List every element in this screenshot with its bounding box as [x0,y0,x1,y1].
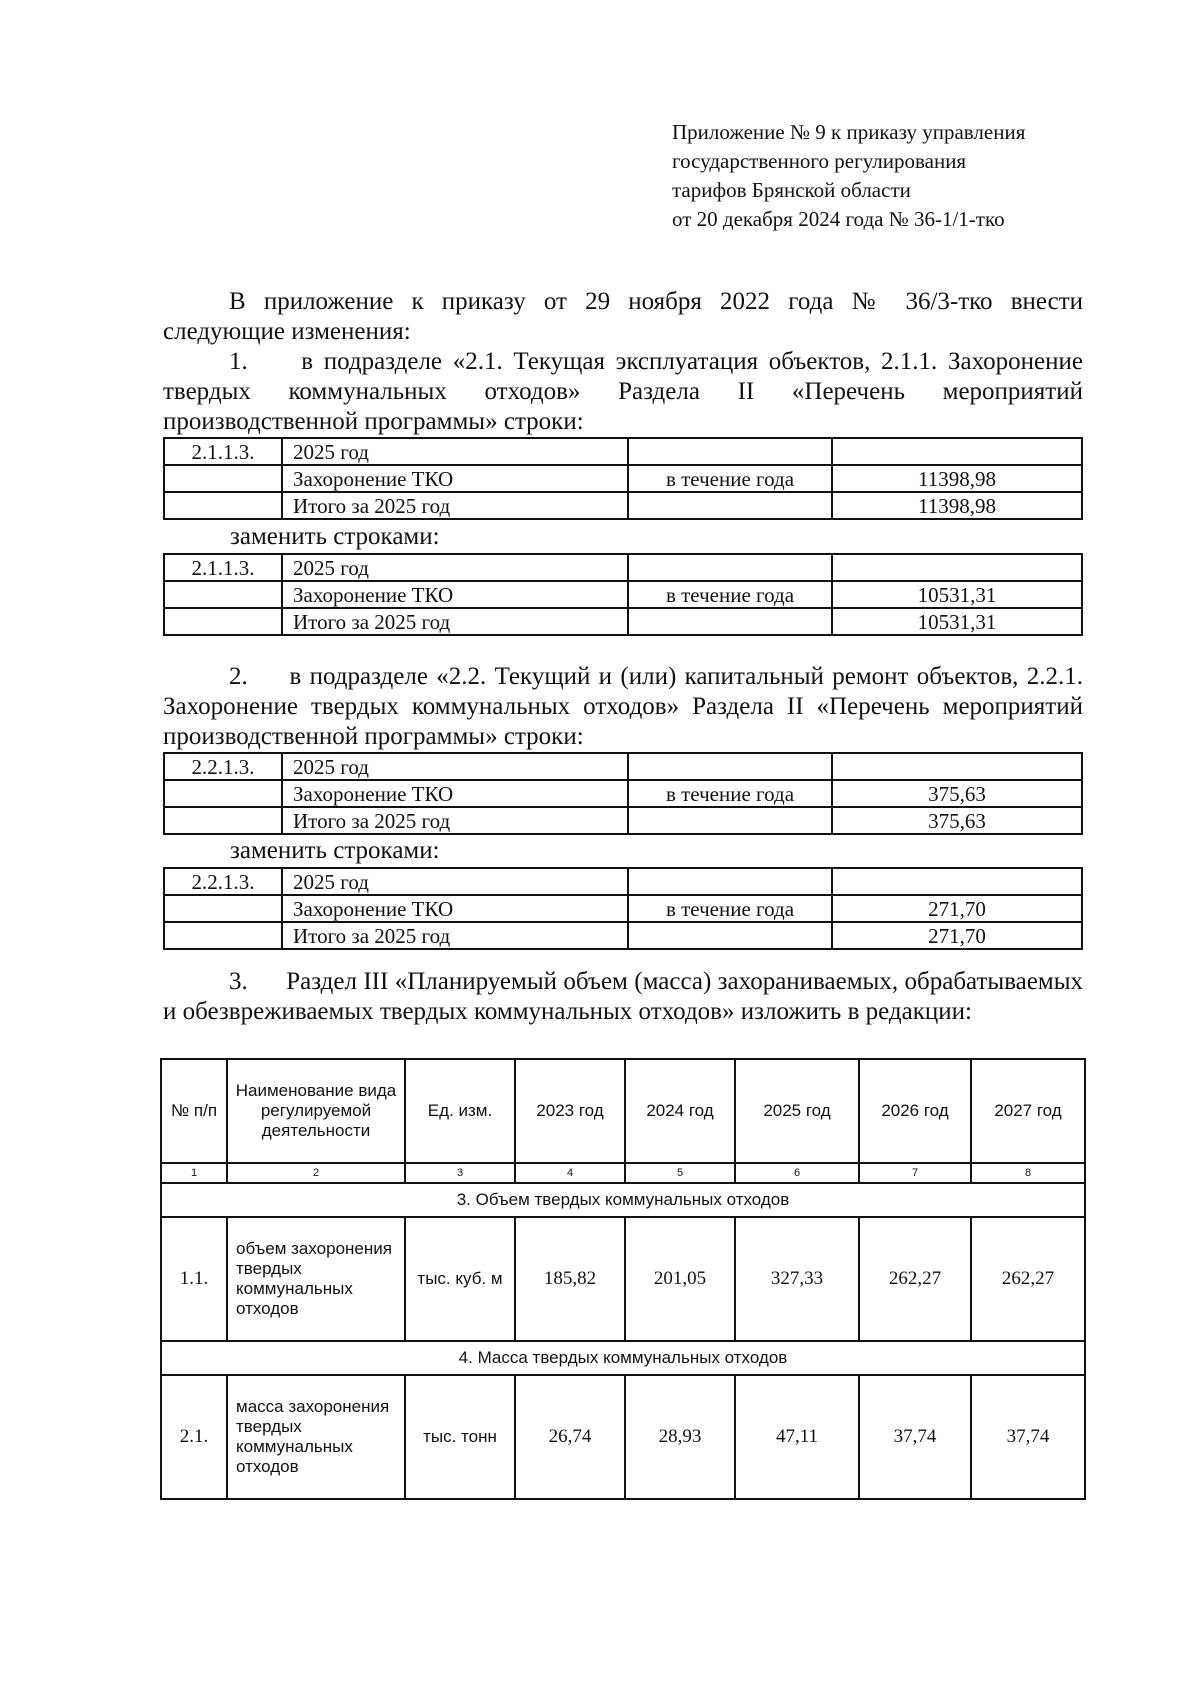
appendix-line: от 20 декабря 2024 года № 36-1/1-тко [672,207,1005,231]
table-row [161,1217,1085,1341]
item-1-number: 1. [229,348,248,375]
index-cell: 5 [625,1163,735,1183]
cell-code [164,780,282,807]
index-cell: 3 [405,1163,515,1183]
section-title: 3. Объем твердых коммунальных отходов [161,1183,1085,1217]
cell-name: 2025 год [282,438,628,465]
row-name: объем захоронения твердых коммунальных отходов [227,1217,405,1341]
cell-code [164,895,282,922]
section-title: 4. Масса твердых коммунальных отходов [161,1341,1085,1375]
value-cell: 262,27 [971,1217,1085,1341]
cell-code: 2.1.1.3. [164,438,282,465]
appendix-line: тарифов Брянской области [672,178,911,202]
cell-value: 375,63 [832,780,1082,807]
item-3-paragraph [163,967,1083,1027]
index-cell: 2 [227,1163,405,1183]
table-row [164,868,1082,895]
cell-name: 2025 год [282,554,628,581]
cell-period [628,753,832,780]
cell-value [832,438,1082,465]
cell-value [832,868,1082,895]
cell-name: 2025 год [282,868,628,895]
value-cell: 327,33 [735,1217,859,1341]
index-cell: 8 [971,1163,1085,1183]
cell-period [628,438,832,465]
header-cell: 2024 год [625,1059,735,1163]
cell-value: 10531,31 [832,608,1082,635]
table-2-new [163,867,1083,950]
cell-code: 2.2.1.3. [164,753,282,780]
cell-name: Захоронение ТКО [282,895,628,922]
cell-period: в течение года [628,581,832,608]
item-1-text: в подразделе «2.1. Текущая эксплуатация объектов, 2.1.1. Захоронение твердых коммунальных отходов» Раздела II «Перечень мероприятий производственной программы» строки: [163,348,1083,435]
table-row [164,438,1082,465]
table-row [164,465,1082,492]
cell-name: Захоронение ТКО [282,465,628,492]
intro-paragraph [163,287,1083,347]
planned-volume-table [160,1058,1086,1500]
cell-name: Итого за 2025 год [282,608,628,635]
value-cell: 37,74 [971,1375,1085,1499]
table-row [164,807,1082,834]
table-row [164,608,1082,635]
cell-code [164,608,282,635]
cell-name: Итого за 2025 год [282,807,628,834]
header-cell: Ед. изм. [405,1059,515,1163]
table-row [164,581,1082,608]
cell-code [164,492,282,519]
table-row [164,922,1082,949]
item-1-paragraph [163,347,1083,437]
cell-name: Захоронение ТКО [282,581,628,608]
cell-code: 2.1.1.3. [164,554,282,581]
row-unit: тыс. тонн [405,1375,515,1499]
table-1-new [163,553,1083,636]
index-cell: 6 [735,1163,859,1183]
index-cell: 4 [515,1163,625,1183]
cell-value: 375,63 [832,807,1082,834]
table-row [164,780,1082,807]
column-index-row [161,1163,1085,1183]
table-row [164,753,1082,780]
value-cell: 26,74 [515,1375,625,1499]
cell-value: 11398,98 [832,465,1082,492]
table-header-row [161,1059,1085,1163]
cell-value: 11398,98 [832,492,1082,519]
section-row [161,1183,1085,1217]
index-cell: 7 [859,1163,971,1183]
table-row [161,1375,1085,1499]
cell-code [164,922,282,949]
header-cell: 2023 год [515,1059,625,1163]
replace-label-2: заменить строками: [230,837,440,864]
cell-period [628,554,832,581]
row-number: 1.1. [161,1217,227,1341]
cell-code [164,807,282,834]
value-cell: 201,05 [625,1217,735,1341]
cell-period [628,922,832,949]
appendix-header [672,118,1172,234]
cell-name: Итого за 2025 год [282,922,628,949]
cell-period [628,608,832,635]
cell-code: 2.2.1.3. [164,868,282,895]
header-cell: № п/п [161,1059,227,1163]
cell-name: 2025 год [282,753,628,780]
cell-period: в течение года [628,895,832,922]
value-cell: 28,93 [625,1375,735,1499]
cell-value: 10531,31 [832,581,1082,608]
header-cell: Наименование вида регулируемой деятельности [227,1059,405,1163]
value-cell: 262,27 [859,1217,971,1341]
cell-period [628,868,832,895]
item-3-text: Раздел III «Планируемый объем (масса) захораниваемых, обрабатываемых и обезвреживаемых твердых коммунальных отходов» изложить в редакции: [163,968,1083,1025]
item-2-number: 2. [229,663,248,690]
cell-period: в течение года [628,780,832,807]
header-cell: 2025 год [735,1059,859,1163]
cell-value [832,554,1082,581]
header-cell: 2026 год [859,1059,971,1163]
item-2-text: в подразделе «2.2. Текущий и (или) капитальный ремонт объектов, 2.2.1. Захоронение твердых коммунальных отходов» Раздела II «Перечень мероприятий производственной программы» строки: [163,663,1083,750]
item-2-paragraph [163,662,1083,752]
table-row [164,492,1082,519]
row-number: 2.1. [161,1375,227,1499]
cell-code [164,465,282,492]
cell-code [164,581,282,608]
appendix-line: государственного регулирования [672,149,967,173]
intro-line-1: В приложение к приказу от 29 ноября 2022 года № 36/3-тко внести [229,288,1083,315]
cell-value [832,753,1082,780]
cell-period: в течение года [628,465,832,492]
item-3-number: 3. [229,968,248,995]
cell-name: Захоронение ТКО [282,780,628,807]
table-row [164,554,1082,581]
cell-period [628,492,832,519]
cell-period [628,807,832,834]
row-unit: тыс. куб. м [405,1217,515,1341]
value-cell: 47,11 [735,1375,859,1499]
value-cell: 37,74 [859,1375,971,1499]
intro-line-2: следующие изменения: [163,318,411,345]
table-row [164,895,1082,922]
table-2-old [163,752,1083,835]
value-cell: 185,82 [515,1217,625,1341]
replace-label-1: заменить строками: [230,523,440,550]
table-1-old [163,437,1083,520]
cell-value: 271,70 [832,895,1082,922]
section-row [161,1341,1085,1375]
header-cell: 2027 год [971,1059,1085,1163]
index-cell: 1 [161,1163,227,1183]
appendix-line: Приложение № 9 к приказу управления [672,120,1026,144]
cell-value: 271,70 [832,922,1082,949]
cell-name: Итого за 2025 год [282,492,628,519]
row-name: масса захоронения твердых коммунальных отходов [227,1375,405,1499]
